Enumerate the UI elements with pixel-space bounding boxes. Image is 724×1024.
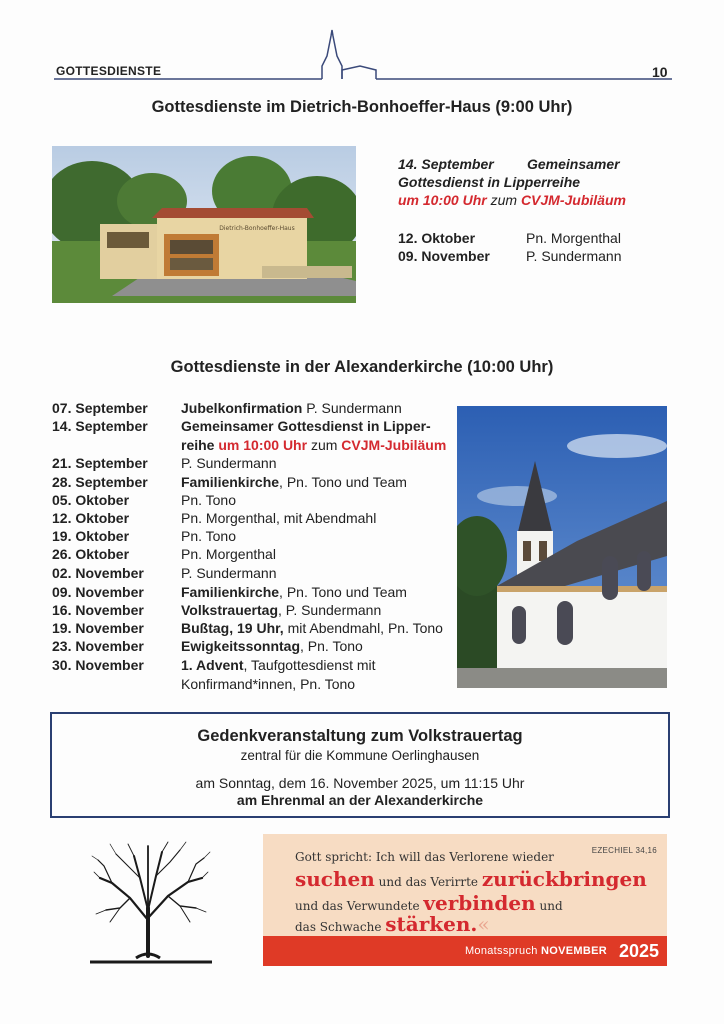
schedule-entry-rest: , Pn. Tono (300, 638, 363, 654)
schedule-entry-rest: Pn. Tono (181, 528, 237, 544)
bonhoeffer-row-pastor: P. Sundermann (526, 248, 622, 264)
schedule-entry-rest: Pn. Tono (181, 492, 237, 508)
verse-line-4 (295, 912, 490, 936)
schedule-date: 16. November (52, 602, 144, 618)
verse-text: und das Verwundete (295, 899, 424, 913)
schedule-entry (181, 399, 402, 417)
schedule-entry-bold: Familienkirche (181, 584, 280, 600)
schedule-entry (181, 509, 376, 527)
verse-footer-year: 2025 (618, 941, 659, 961)
verse-emphasis-staerken: stärken. (385, 912, 478, 936)
schedule-entry (181, 473, 407, 491)
schedule-entry-event: CVJM-Jubiläum (341, 437, 447, 453)
verse-emphasis-suchen: suchen (295, 867, 375, 891)
schedule-entry-rest: , Pn. Tono und Team (279, 584, 407, 600)
schedule-entry-rest: , Pn. Tono und Team (279, 474, 407, 490)
schedule-entry-bold: Volkstrauertag (181, 602, 278, 618)
schedule-entry-rest: Pn. Morgenthal (181, 546, 276, 562)
bonhoeffer-sept-event: CVJM-Jubiläum (520, 192, 626, 208)
schedule-entry-bold: Bußtag, 19 Uhr, (181, 620, 284, 636)
schedule-date: 23. November (52, 638, 144, 654)
bonhoeffer-row-date: 09. November (398, 248, 490, 264)
schedule-date: 07. September (52, 400, 148, 416)
bare-tree-illustration (90, 838, 212, 966)
schedule-date: 19. Oktober (52, 528, 130, 544)
schedule-entry-rest: mit Abendmahl, Pn. Tono (283, 620, 443, 636)
schedule-date: 28. September (52, 474, 148, 490)
alexanderkirche-photo (457, 406, 667, 688)
alexander-heading: Gottesdienste in der Alexanderkirche (10:00 Uhr) (170, 358, 554, 376)
schedule-entry (181, 545, 276, 563)
verse-text: und (535, 899, 563, 913)
schedule-entry (181, 619, 443, 637)
schedule-entry-rest: P. Sundermann (302, 400, 402, 416)
bonhoeffer-sept-line (398, 155, 620, 173)
memorial-when: am Sonntag, dem 16. November 2025, um 11:15 Uhr (195, 775, 525, 791)
verse-line-2 (295, 867, 647, 891)
schedule-entry-bold: reihe (181, 437, 215, 453)
verse-reference: EZECHIEL 34,16 (591, 846, 657, 855)
verse-footer-label-a: Monatsspruch (464, 945, 538, 957)
verse-footer-label (465, 945, 607, 957)
verse-emphasis-verbinden: verbinden (423, 891, 536, 915)
section-label: GOTTESDIENSTE (56, 64, 162, 78)
schedule-entry-rest: , Taufgottesdienst mit (243, 657, 376, 673)
schedule-entry (181, 417, 431, 435)
schedule-entry (181, 637, 363, 655)
schedule-date: 09. November (52, 584, 144, 600)
schedule-date: 21. September (52, 455, 148, 471)
schedule-entry (181, 675, 355, 693)
bonhoeffer-row-pastor: Pn. Morgenthal (526, 230, 621, 246)
page-number: 10 (652, 64, 668, 80)
bonhoeffer-house-photo (52, 146, 356, 303)
schedule-entry (181, 491, 236, 509)
schedule-date: 19. November (52, 620, 144, 636)
bonhoeffer-sept-time-line (398, 191, 626, 209)
schedule-date: 02. November (52, 565, 144, 581)
schedule-date: 12. Oktober (52, 510, 130, 526)
schedule-entry-bold: 1. Advent (181, 657, 244, 673)
verse-footer-label-b: NOVEMBER (541, 945, 607, 957)
schedule-entry (181, 583, 407, 601)
memorial-box (50, 712, 670, 818)
schedule-date: 05. Oktober (52, 492, 130, 508)
schedule-entry-rest: , P. Sundermann (278, 602, 382, 618)
schedule-entry-rest: Konfirmand*innen, Pn. Tono (181, 676, 356, 692)
schedule-entry-rest: P. Sundermann (181, 455, 277, 471)
memorial-where: am Ehrenmal an der Alexanderkirche (236, 792, 484, 808)
bonhoeffer-sept-time: um 10:00 Uhr (398, 192, 487, 208)
bonhoeffer-row-date: 12. Oktober (398, 230, 476, 246)
memorial-subtitle: zentral für die Kommune Oerlinghausen (240, 748, 480, 763)
verse-emphasis-zurueckbringen: zurückbringen (481, 867, 647, 891)
bonhoeffer-sept-zum: zum (490, 192, 518, 208)
schedule-entry-bold: Jubelkonfirmation (181, 400, 303, 416)
verse-text: das Schwache (295, 920, 386, 934)
bonhoeffer-sept-title-b: Gottesdienst in Lipperreihe (398, 174, 581, 190)
verse-line-1: Gott spricht: Ich will das Verlorene wieder (295, 850, 554, 864)
schedule-entry (181, 601, 381, 619)
schedule-entry (181, 527, 236, 545)
schedule-entry-rest: P. Sundermann (181, 565, 277, 581)
memorial-title: Gedenkveranstaltung zum Volkstrauertag (197, 727, 523, 745)
house-sign-text: Dietrich-Bonhoeffer-Haus (219, 225, 295, 232)
bonhoeffer-sept-title-a: Gemeinsamer (527, 156, 620, 172)
schedule-date: 14. September (52, 418, 148, 434)
schedule-entry-time: um 10:00 Uhr (214, 437, 308, 453)
schedule-entry (181, 436, 446, 454)
schedule-entry (181, 454, 276, 472)
verse-quote-mark: « (477, 912, 490, 936)
schedule-entry (181, 564, 276, 582)
schedule-entry-rest: Pn. Morgenthal, mit Abendmahl (181, 510, 377, 526)
verse-text: und das Verirrte (374, 875, 482, 889)
schedule-entry (181, 656, 376, 674)
schedule-entry-zum: zum (307, 437, 342, 453)
bonhoeffer-sept-date: 14. September (398, 156, 494, 172)
schedule-date: 30. November (52, 657, 144, 673)
verse-footer (263, 936, 667, 966)
church-spire-rule (0, 26, 724, 86)
bonhoeffer-heading: Gottesdienste im Dietrich-Bonhoeffer-Haus (9:00 Uhr) (151, 98, 573, 116)
schedule-date: 26. Oktober (52, 546, 130, 562)
schedule-entry-bold: Ewigkeitssonntag (181, 638, 301, 654)
schedule-entry-bold: Familienkirche (181, 474, 280, 490)
monthly-verse-banner (263, 834, 667, 966)
schedule-entry-bold: Gemeinsamer Gottesdienst in Lipper- (181, 418, 431, 434)
